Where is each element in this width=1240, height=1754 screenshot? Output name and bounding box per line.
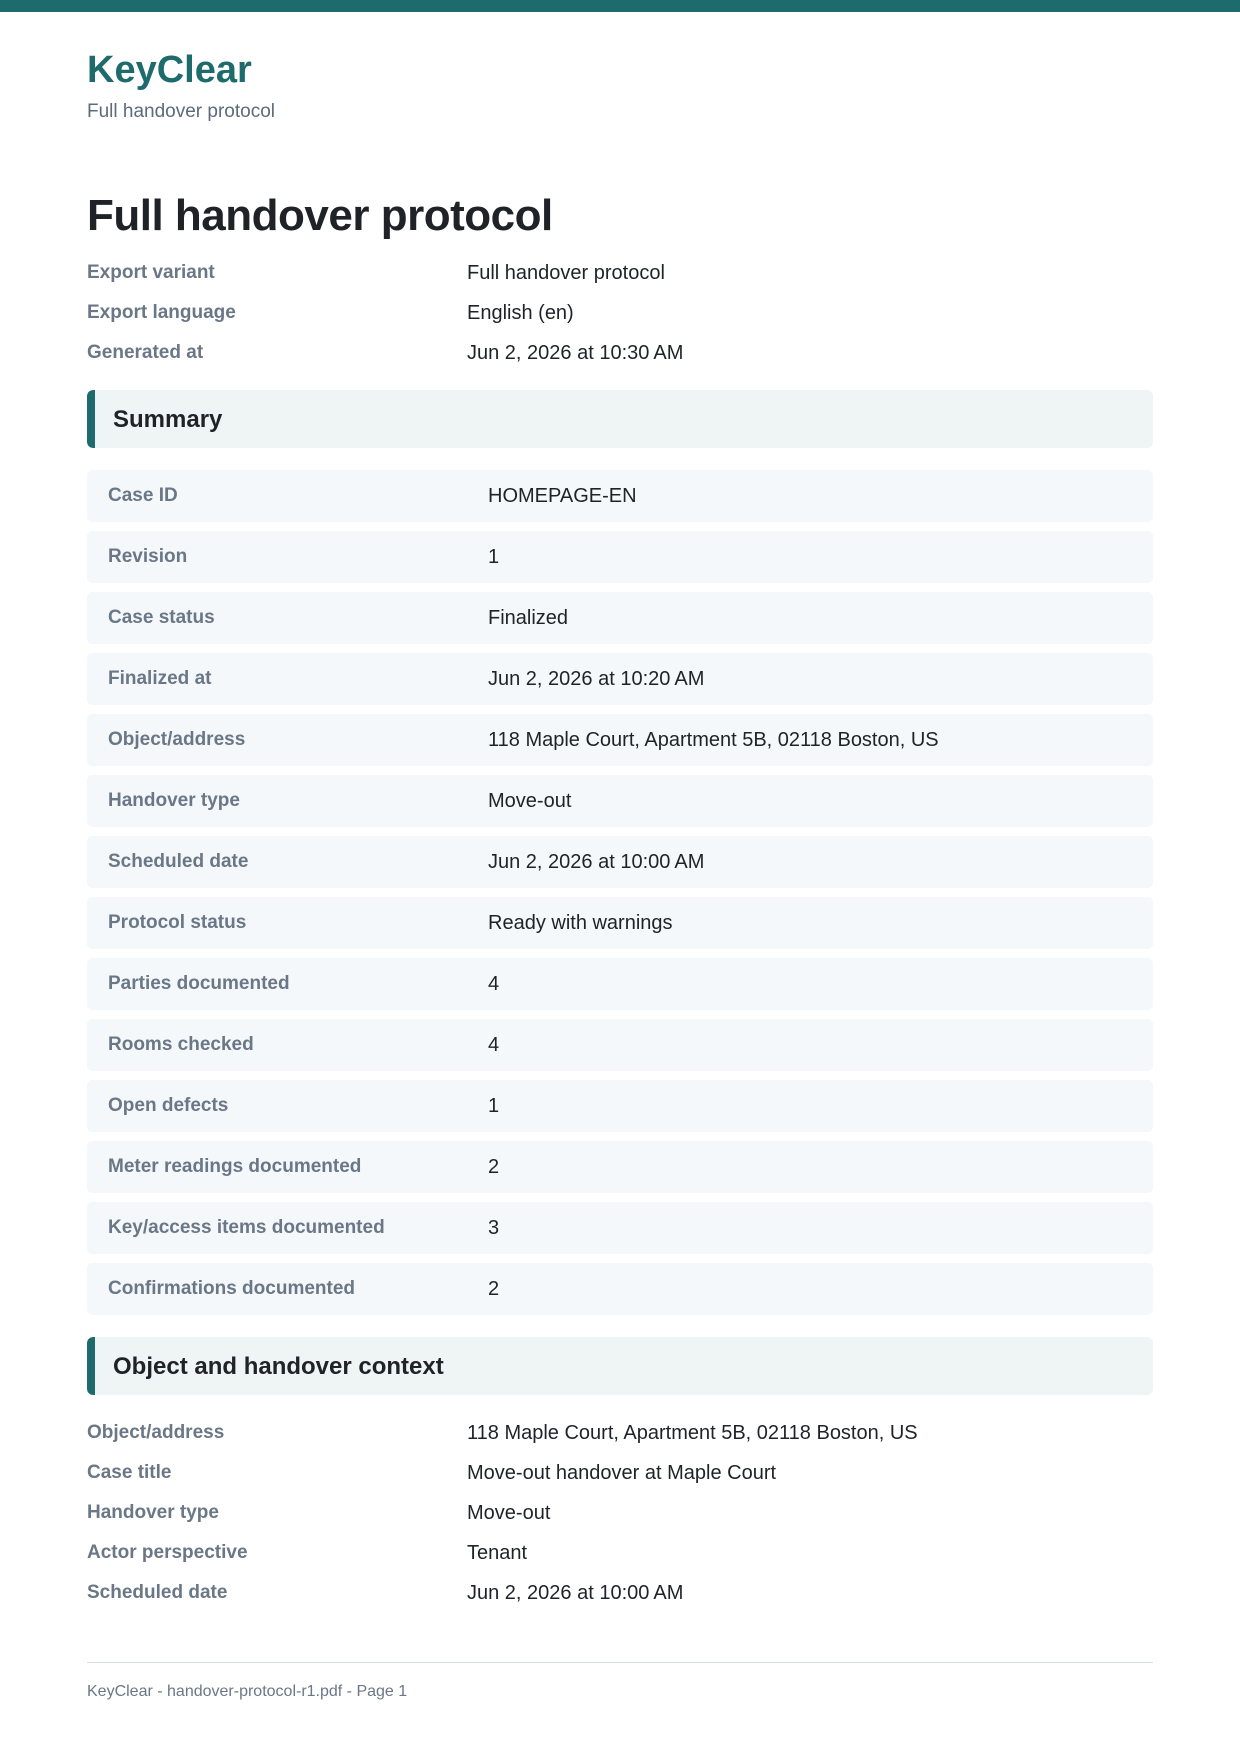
summary-value: 2	[488, 1278, 500, 1300]
summary-value: 3	[488, 1217, 500, 1239]
meta-value: Jun 2, 2026 at 10:30 AM	[467, 342, 684, 364]
meta-value: English (en)	[467, 302, 574, 324]
export-meta	[87, 260, 1153, 380]
summary-value: Ready with warnings	[488, 912, 673, 934]
summary-label: Meter readings documented	[108, 1156, 362, 1177]
summary-value: Move-out	[488, 790, 572, 812]
meta-label: Generated at	[87, 342, 204, 363]
context-value: Jun 2, 2026 at 10:00 AM	[467, 1582, 684, 1604]
section-accent-bar	[87, 390, 95, 448]
meta-row-generated-at	[87, 340, 1153, 380]
brand-name: KeyClear	[87, 49, 252, 91]
context-row	[87, 1540, 1153, 1580]
summary-label: Scheduled date	[108, 851, 249, 872]
context-row	[87, 1460, 1153, 1500]
meta-label: Export variant	[87, 262, 215, 283]
summary-row	[87, 1202, 1153, 1254]
section-title: Object and handover context	[113, 1353, 444, 1380]
summary-value: Jun 2, 2026 at 10:00 AM	[488, 851, 705, 873]
brand-subtitle: Full handover protocol	[87, 101, 275, 122]
section-header-context	[87, 1337, 1153, 1395]
summary-value: Finalized	[488, 607, 569, 629]
meta-row-export-language	[87, 300, 1153, 340]
context-row	[87, 1580, 1153, 1620]
summary-value: HOMEPAGE-EN	[488, 485, 637, 507]
context-label: Handover type	[87, 1502, 219, 1523]
summary-row	[87, 897, 1153, 949]
summary-row	[87, 775, 1153, 827]
page-footer: KeyClear - handover-protocol-r1.pdf - Page 1	[87, 1683, 408, 1700]
summary-label: Parties documented	[108, 973, 290, 994]
summary-label: Object/address	[108, 729, 246, 750]
summary-label: Case status	[108, 607, 215, 628]
summary-row	[87, 653, 1153, 705]
summary-value: 4	[488, 1034, 500, 1056]
context-value: 118 Maple Court, Apartment 5B, 02118 Boston, US	[467, 1422, 918, 1444]
summary-label: Finalized at	[108, 668, 212, 689]
summary-label: Open defects	[108, 1095, 229, 1116]
summary-label: Protocol status	[108, 912, 247, 933]
summary-row	[87, 836, 1153, 888]
summary-label: Rooms checked	[108, 1034, 254, 1055]
context-label: Scheduled date	[87, 1582, 228, 1603]
page-title: Full handover protocol	[87, 191, 553, 240]
summary-label: Key/access items documented	[108, 1217, 385, 1238]
section-title: Summary	[113, 406, 223, 433]
summary-label: Handover type	[108, 790, 240, 811]
summary-row	[87, 1263, 1153, 1315]
summary-value: 1	[488, 1095, 500, 1117]
summary-row	[87, 1141, 1153, 1193]
context-value: Move-out handover at Maple Court	[467, 1462, 777, 1484]
summary-value: 1	[488, 546, 500, 568]
footer-divider	[87, 1662, 1153, 1663]
top-accent-bar	[0, 0, 1240, 12]
context-label: Actor perspective	[87, 1542, 248, 1563]
summary-label: Case ID	[108, 485, 178, 506]
context-details	[87, 1420, 1153, 1620]
summary-table	[87, 470, 1153, 1324]
meta-label: Export language	[87, 302, 236, 323]
summary-row	[87, 1019, 1153, 1071]
summary-label: Revision	[108, 546, 188, 567]
section-accent-bar	[87, 1337, 95, 1395]
context-row	[87, 1500, 1153, 1540]
summary-row	[87, 470, 1153, 522]
context-value: Tenant	[467, 1542, 528, 1564]
section-header-summary	[87, 390, 1153, 448]
summary-row	[87, 592, 1153, 644]
context-label: Object/address	[87, 1422, 225, 1443]
context-value: Move-out	[467, 1502, 551, 1524]
meta-row-export-variant	[87, 260, 1153, 300]
summary-value: 4	[488, 973, 500, 995]
context-label: Case title	[87, 1462, 172, 1483]
context-row	[87, 1420, 1153, 1460]
summary-row	[87, 958, 1153, 1010]
summary-label: Confirmations documented	[108, 1278, 356, 1299]
summary-value: 118 Maple Court, Apartment 5B, 02118 Boston, US	[488, 729, 939, 751]
summary-row	[87, 531, 1153, 583]
summary-value: 2	[488, 1156, 500, 1178]
summary-row	[87, 714, 1153, 766]
summary-row	[87, 1080, 1153, 1132]
meta-value: Full handover protocol	[467, 262, 665, 284]
summary-value: Jun 2, 2026 at 10:20 AM	[488, 668, 705, 690]
